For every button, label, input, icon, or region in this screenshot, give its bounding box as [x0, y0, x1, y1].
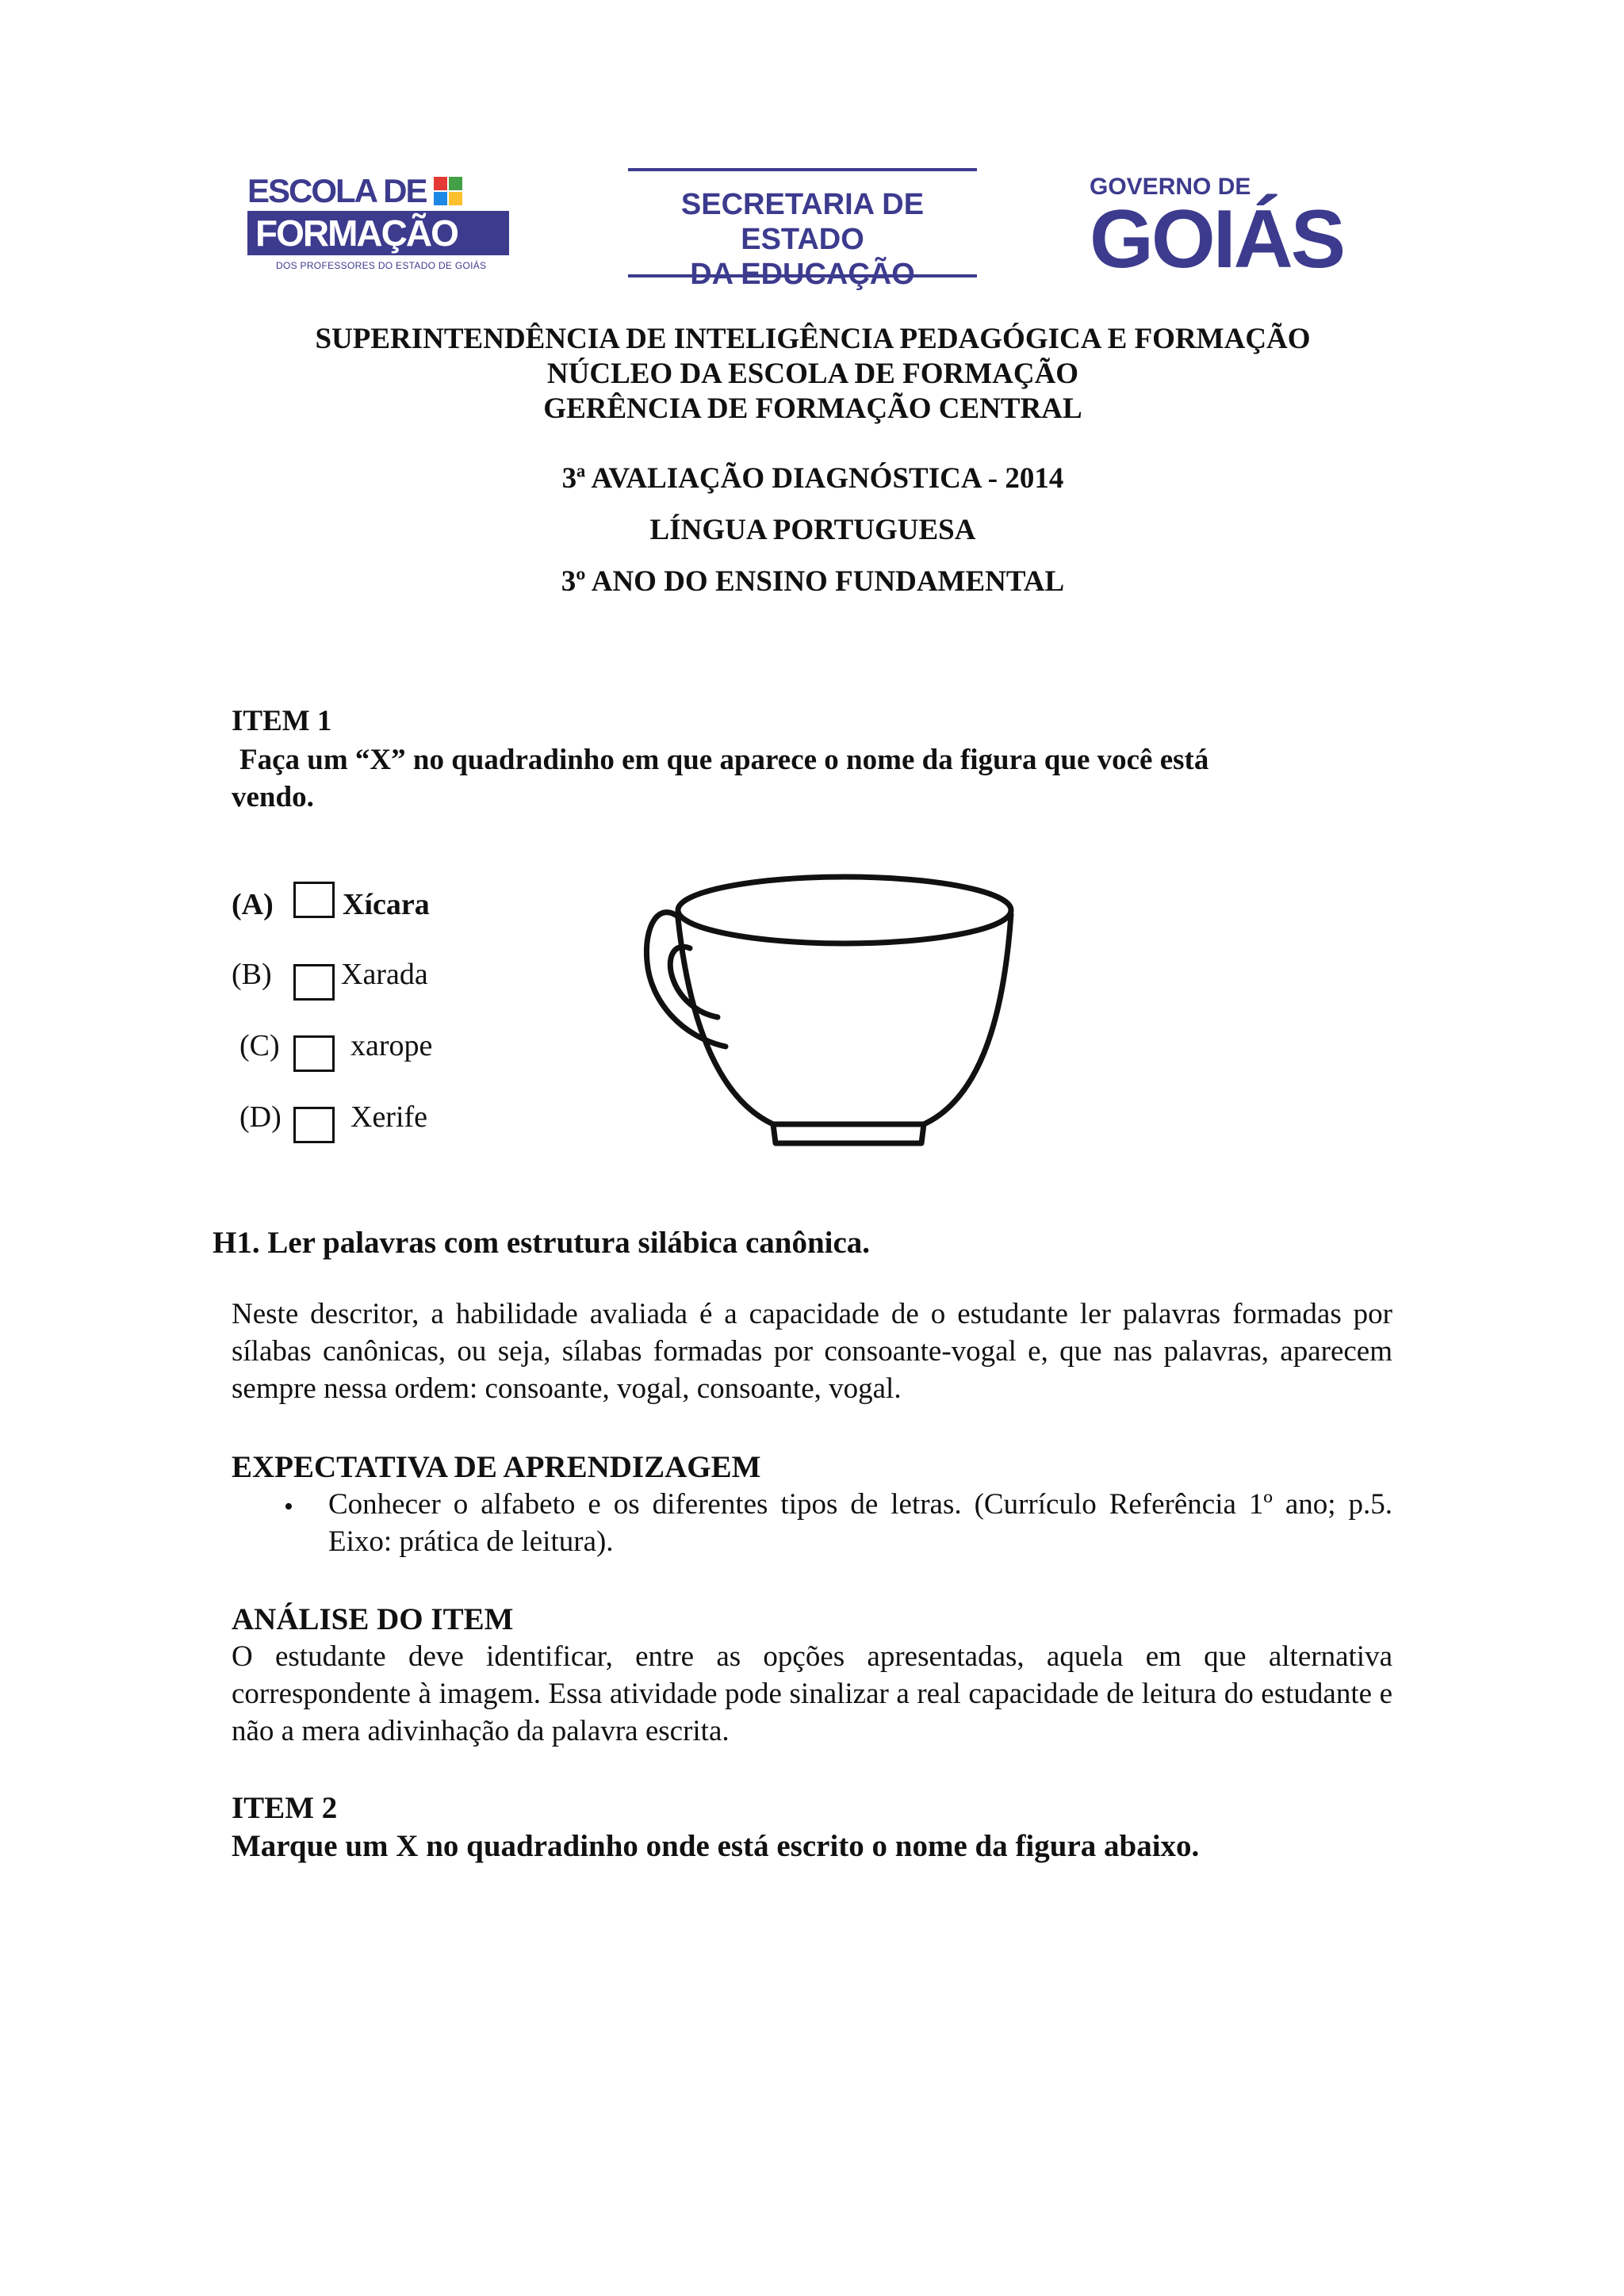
cup-icon	[642, 871, 1031, 1151]
option-b-letter: (B)	[232, 958, 272, 991]
secretaria-logo-line1: SECRETARIA DE ESTADO	[680, 188, 925, 256]
escola-logo-line2: FORMAÇÃO	[247, 211, 509, 255]
item1-instruction-line2: vendo.	[232, 781, 314, 813]
option-b-text: Xarada	[341, 958, 428, 991]
h1-paragraph: Neste descritor, a habilidade avaliada é a capacidade de o estudante ler palavras formadas por sílabas canônicas, ou seja, sílabas formadas por consoante-vogal e, que nas palavras, aparecem sempre nessa ordem: consoante, vogal, consoante, vogal.	[232, 1298, 1392, 1405]
goias-logo-line2: GOIÁS	[1090, 193, 1344, 285]
option-a-letter: (A)	[232, 888, 274, 921]
option-b-checkbox[interactable]	[293, 964, 335, 1001]
header-nucleo: NÚCLEO DA ESCOLA DE FORMAÇÃO	[546, 358, 1079, 390]
escola-de-formacao-logo	[247, 173, 525, 277]
item2-instruction: Marque um X no quadradinho onde está escrito o nome da figura abaixo.	[232, 1829, 1200, 1863]
header-superintendencia: SUPERINTENDÊNCIA DE INTELIGÊNCIA PEDAGÓGICA E FORMAÇÃO	[315, 323, 1311, 355]
secretaria-logo-line2: DA EDUCAÇÃO	[690, 258, 915, 291]
option-a-checkbox[interactable]	[293, 882, 335, 918]
bullet-icon: •	[284, 1492, 293, 1521]
subject-title: LÍNGUA PORTUGUESA	[649, 514, 976, 546]
item2-title: ITEM 2	[232, 1791, 338, 1825]
puzzle-icon	[432, 175, 464, 207]
option-d-checkbox[interactable]	[293, 1107, 335, 1143]
option-d-letter: (D)	[239, 1100, 282, 1134]
goias-logo-line1: GOVERNO DE	[1090, 174, 1251, 200]
grade-title: 3º ANO DO ENSINO FUNDAMENTAL	[561, 565, 1065, 598]
option-c-letter: (C)	[239, 1029, 280, 1062]
h1-title: H1. Ler palavras com estrutura silábica canônica.	[213, 1226, 871, 1260]
option-a-text: Xícara	[343, 888, 430, 921]
secretaria-educacao-logo	[628, 168, 977, 291]
evaluation-title: 3ª AVALIAÇÃO DIAGNÓSTICA - 2014	[561, 462, 1064, 495]
option-c-checkbox[interactable]	[293, 1035, 335, 1072]
escola-logo-line1: ESCOLA DE	[247, 172, 427, 209]
header-gerencia: GERÊNCIA DE FORMAÇÃO CENTRAL	[543, 392, 1082, 425]
item1-title: ITEM 1	[232, 705, 332, 737]
option-d-text: Xerife	[350, 1100, 428, 1134]
item1-instruction-line1: Faça um “X” no quadradinho em que aparece o nome da figura que você está	[239, 744, 1209, 776]
analise-title: ANÁLISE DO ITEM	[232, 1602, 514, 1636]
expectativa-title: EXPECTATIVA DE APRENDIZAGEM	[232, 1450, 761, 1484]
expectativa-item: Conhecer o alfabeto e os diferentes tipos de letras. (Currículo Referência 1º ano; p.5. Eixo: prática de leitura).	[328, 1488, 1392, 1558]
option-c-text: xarope	[350, 1029, 433, 1062]
governo-goias-logo	[1090, 174, 1375, 285]
escola-logo-subtitle: DOS PROFESSORES DO ESTADO DE GOIÁS	[276, 260, 487, 271]
analise-paragraph: O estudante deve identificar, entre as opções apresentadas, aquela em que alternativa correspondente à imagem. Essa atividade pode sinalizar a real capacidade de leitura do estudante e não a mera adivinhação da palavra escrita.	[232, 1640, 1392, 1747]
